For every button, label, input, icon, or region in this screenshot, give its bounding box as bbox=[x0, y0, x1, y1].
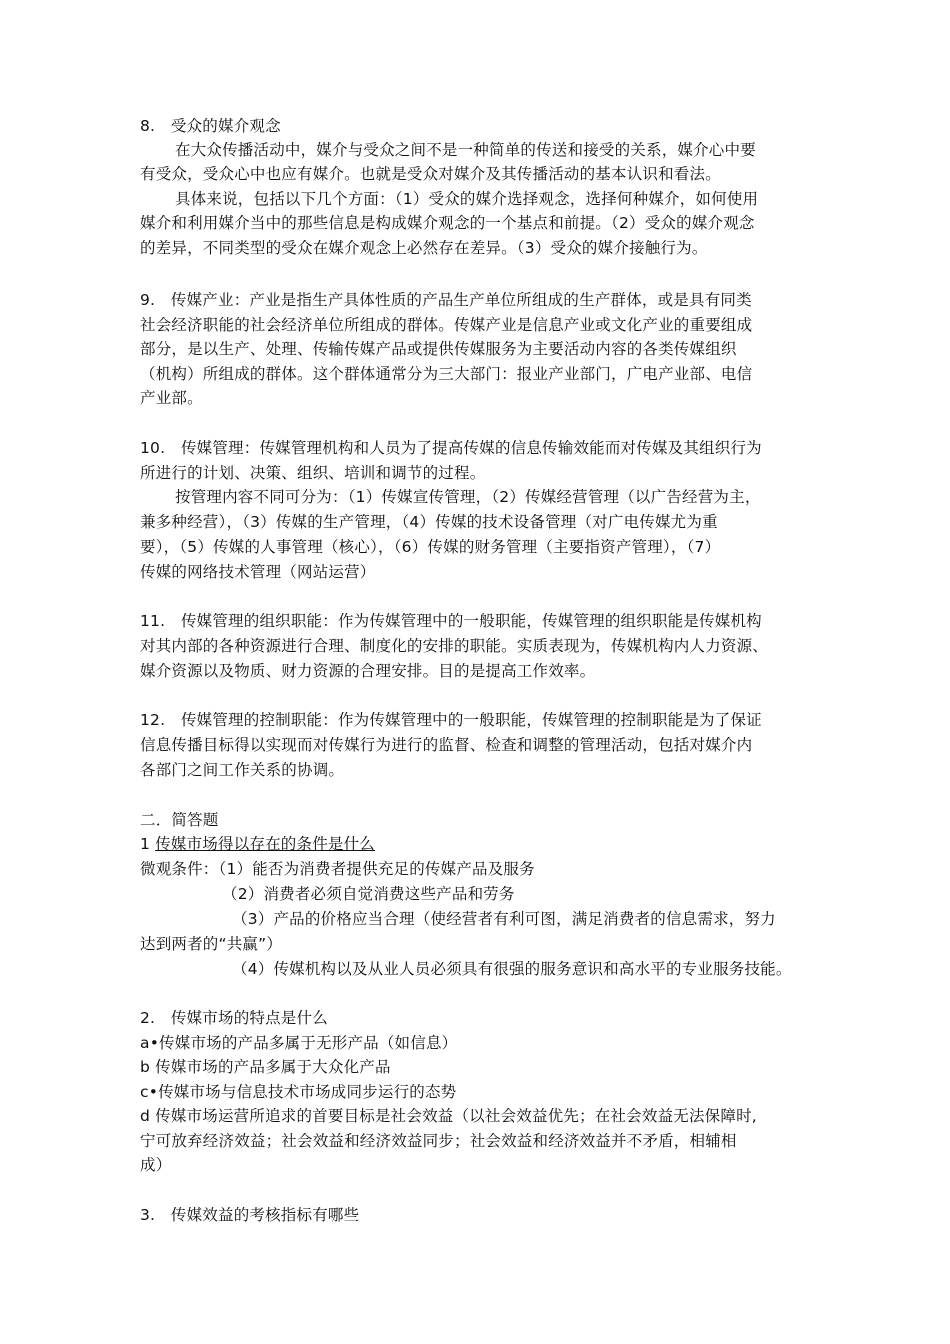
question-2: 2. 传媒市场的特点是什么 bbox=[140, 1009, 328, 1027]
paragraph-line: 在大众传播活动中，媒介与受众之间不是一种简单的传送和接受的关系，媒介心中要 bbox=[175, 141, 756, 159]
paragraph-line: 所进行的计划、决策、组织、培训和调节的过程。 bbox=[140, 464, 486, 482]
paragraph-line: 媒介和利用媒介当中的那些信息是构成媒介观念的一个基点和前提。（2）受众的媒介观念 bbox=[140, 214, 755, 232]
list-line: 微观条件：（1）能否为消费者提供充足的传媒产品及服务 bbox=[140, 860, 535, 878]
paragraph-line: 信息传播目标得以实现而对传媒行为进行的监督、检查和调整的管理活动，包括对媒介内 bbox=[140, 736, 753, 754]
list-item: 宁可放弃经济效益；社会效益和经济效益同步；社会效益和经济效益并不矛盾，相辅相 bbox=[140, 1132, 737, 1150]
list-item: b 传媒市场的产品多属于大众化产品 bbox=[140, 1058, 391, 1076]
heading-item-8: 8. 受众的媒介观念 bbox=[140, 117, 281, 135]
list-line: （2）消费者必须自觉消费这些产品和劳务 bbox=[222, 885, 515, 903]
list-item: d 传媒市场运营所追求的首要目标是社会效益（以社会效益优先；在社会效益无法保障时, bbox=[140, 1107, 757, 1125]
heading-item-9: 9. 传媒产业：产业是指生产具体性质的产品生产单位所组成的生产群体，或是具有同类 bbox=[140, 291, 752, 309]
paragraph-line: 的差异，不同类型的受众在媒介观念上必然存在差异。（3）受众的媒介接触行为。 bbox=[140, 239, 708, 257]
heading-item-11: 11. 传媒管理的组织职能：作为传媒管理中的一般职能，传媒管理的组织职能是传媒机构 bbox=[140, 612, 762, 630]
list-line: 达到两者的“共赢”） bbox=[140, 935, 283, 953]
question-title: 传媒市场得以存在的条件是什么 bbox=[155, 835, 376, 853]
paragraph-line: 部分，是以生产、处理、传输传媒产品或提供传媒服务为主要活动内容的各类传媒组织 bbox=[140, 340, 737, 358]
heading-item-12: 12. 传媒管理的控制职能：作为传媒管理中的一般职能，传媒管理的控制职能是为了保证 bbox=[140, 711, 762, 729]
question-1 bbox=[140, 832, 375, 857]
paragraph-line: 要），（5）传媒的人事管理（核心），（6）传媒的财务管理（主要指资产管理），（7） bbox=[140, 538, 721, 556]
list-item: 成） bbox=[140, 1156, 172, 1174]
list-line: （4）传媒机构以及从业人员必须具有很强的服务意识和高水平的专业服务技能。 bbox=[232, 960, 792, 978]
list-item: c•传媒市场与信息技术市场成同步运行的态势 bbox=[140, 1083, 457, 1101]
paragraph-line: （机构）所组成的群体。这个群体通常分为三大部门：报业产业部门，广电产业部、电信 bbox=[140, 365, 753, 383]
heading-item-10: 10. 传媒管理：传媒管理机构和人员为了提高传媒的信息传输效能而对传媒及其组织行为 bbox=[140, 439, 762, 457]
paragraph-line: 有受众，受众心中也应有媒介。也就是受众对媒介及其传播活动的基本认识和看法。 bbox=[140, 165, 721, 183]
paragraph-line: 各部门之间工作关系的协调。 bbox=[140, 761, 345, 779]
list-item: a•传媒市场的产品多属于无形产品（如信息） bbox=[140, 1034, 458, 1052]
paragraph-line: 对其内部的各种资源进行合理、制度化的安排的职能。实质表现为，传媒机构内人力资源、 bbox=[140, 637, 769, 655]
section-heading: 二．简答题 bbox=[140, 811, 219, 829]
paragraph-line: 按管理内容不同可分为：（1）传媒宣传管理，（2）传媒经营管理（以广告经营为主， bbox=[175, 488, 761, 506]
paragraph-line: 传媒的网络技术管理（网站运营） bbox=[140, 563, 376, 581]
paragraph-line: 社会经济职能的社会经济单位所组成的群体。传媒产业是信息产业或文化产业的重要组成 bbox=[140, 316, 753, 334]
paragraph-line: 产业部。 bbox=[140, 389, 203, 407]
paragraph-line: 具体来说，包括以下几个方面：（1）受众的媒介选择观念，选择何种媒介，如何使用 bbox=[175, 190, 759, 208]
question-3: 3. 传媒效益的考核指标有哪些 bbox=[140, 1206, 360, 1224]
question-number: 1 bbox=[140, 835, 156, 853]
list-line: （3）产品的价格应当合理（使经营者有利可图，满足消费者的信息需求，努力 bbox=[232, 910, 776, 928]
paragraph-line: 媒介资源以及物质、财力资源的合理安排。目的是提高工作效率。 bbox=[140, 662, 596, 680]
paragraph-line: 兼多种经营），（3）传媒的生产管理，（4）传媒的技术设备管理（对广电传媒尤为重 bbox=[140, 513, 718, 531]
